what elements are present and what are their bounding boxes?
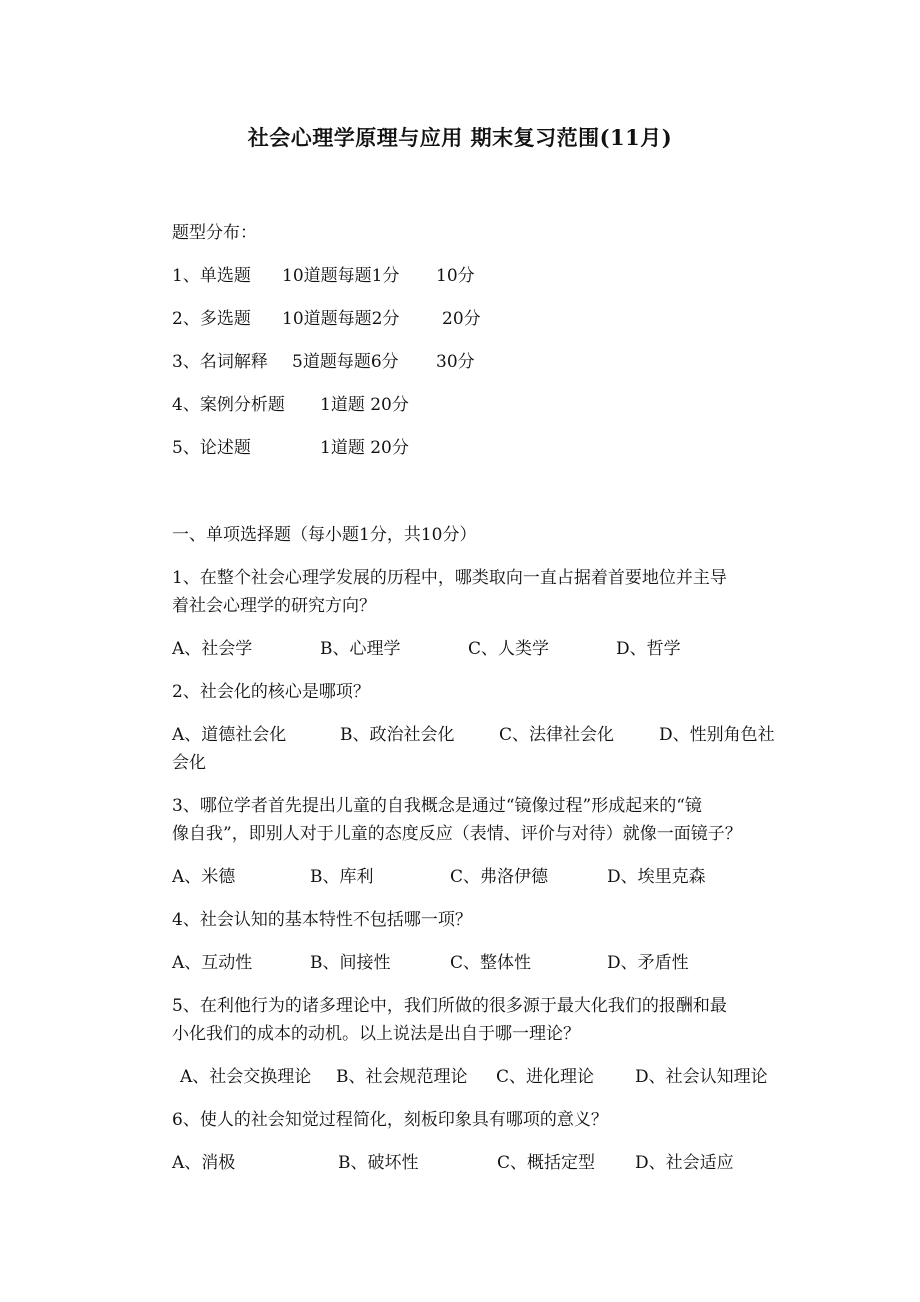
option: D、社会认知理论	[635, 1067, 768, 1087]
option: D、社会适应	[635, 1153, 734, 1173]
option: C、进化理论	[496, 1067, 595, 1087]
section-heading: 一、单项选择题（每小题1分，共10分）	[172, 525, 477, 545]
option: C、概括定型	[497, 1153, 596, 1173]
option: B、社会规范理论	[336, 1067, 468, 1087]
item-detail: 1道题 20分	[320, 438, 409, 458]
option: B、破坏性	[338, 1153, 419, 1173]
item-name: 2、多选题	[172, 309, 251, 329]
item-name: 4、案例分析题	[172, 395, 285, 415]
option: C、整体性	[450, 953, 532, 973]
question-text: 1、在整个社会心理学发展的历程中，哪类取向一直占据着首要地位并主导	[172, 568, 727, 588]
option: A、社会学	[172, 639, 253, 659]
option: C、法律社会化	[499, 725, 615, 745]
option: B、间接性	[310, 953, 391, 973]
question-text: 3、哪位学者首先提出儿童的自我概念是通过“镜像过程”形成起来的“镜	[172, 796, 702, 816]
item-score: 30分	[436, 352, 475, 372]
option: A、道德社会化	[172, 725, 287, 745]
question-text: 4、社会认知的基本特性不包括哪一项？	[172, 910, 472, 930]
item-name: 5、论述题	[172, 438, 251, 458]
option: A、米德	[172, 867, 236, 887]
option: D、性别角色社	[659, 725, 775, 745]
option: A、社会交换理论	[180, 1067, 312, 1087]
item-detail: 10道题每题1分	[282, 266, 400, 286]
question-text: 2、社会化的核心是哪项？	[172, 682, 370, 702]
distribution-heading: 题型分布：	[172, 223, 257, 243]
item-detail: 1道题 20分	[320, 395, 409, 415]
question-text: 5、在利他行为的诸多理论中，我们所做的很多源于最大化我们的报酬和最	[172, 996, 727, 1016]
option: A、消极	[172, 1153, 236, 1173]
item-detail: 5道题每题6分	[292, 352, 399, 372]
item-score: 10分	[436, 266, 475, 286]
item-name: 3、名词解释	[172, 352, 268, 372]
option: C、人类学	[468, 639, 550, 659]
question-text: 着社会心理学的研究方向？	[172, 596, 376, 616]
option: B、心理学	[320, 639, 401, 659]
option: D、矛盾性	[607, 953, 689, 973]
item-score: 20分	[442, 309, 481, 329]
option: B、政治社会化	[340, 725, 455, 745]
option-wrap: 会化	[172, 753, 206, 773]
item-name: 1、单选题	[172, 266, 251, 286]
item-detail: 10道题每题2分	[282, 309, 400, 329]
option: A、互动性	[172, 953, 253, 973]
question-text: 像自我”，即别人对于儿童的态度反应（表情、评价与对待）就像一面镜子？	[172, 824, 742, 844]
option: D、哲学	[616, 639, 681, 659]
option: D、埃里克森	[607, 867, 706, 887]
question-text: 6、使人的社会知觉过程简化，刻板印象具有哪项的意义？	[172, 1110, 608, 1130]
option: B、库利	[310, 867, 374, 887]
option: C、弗洛伊德	[450, 867, 549, 887]
document-title: 社会心理学原理与应用 期末复习范围(11月)	[247, 125, 673, 150]
question-text: 小化我们的成本的动机。以上说法是出自于哪一理论？	[172, 1024, 580, 1044]
